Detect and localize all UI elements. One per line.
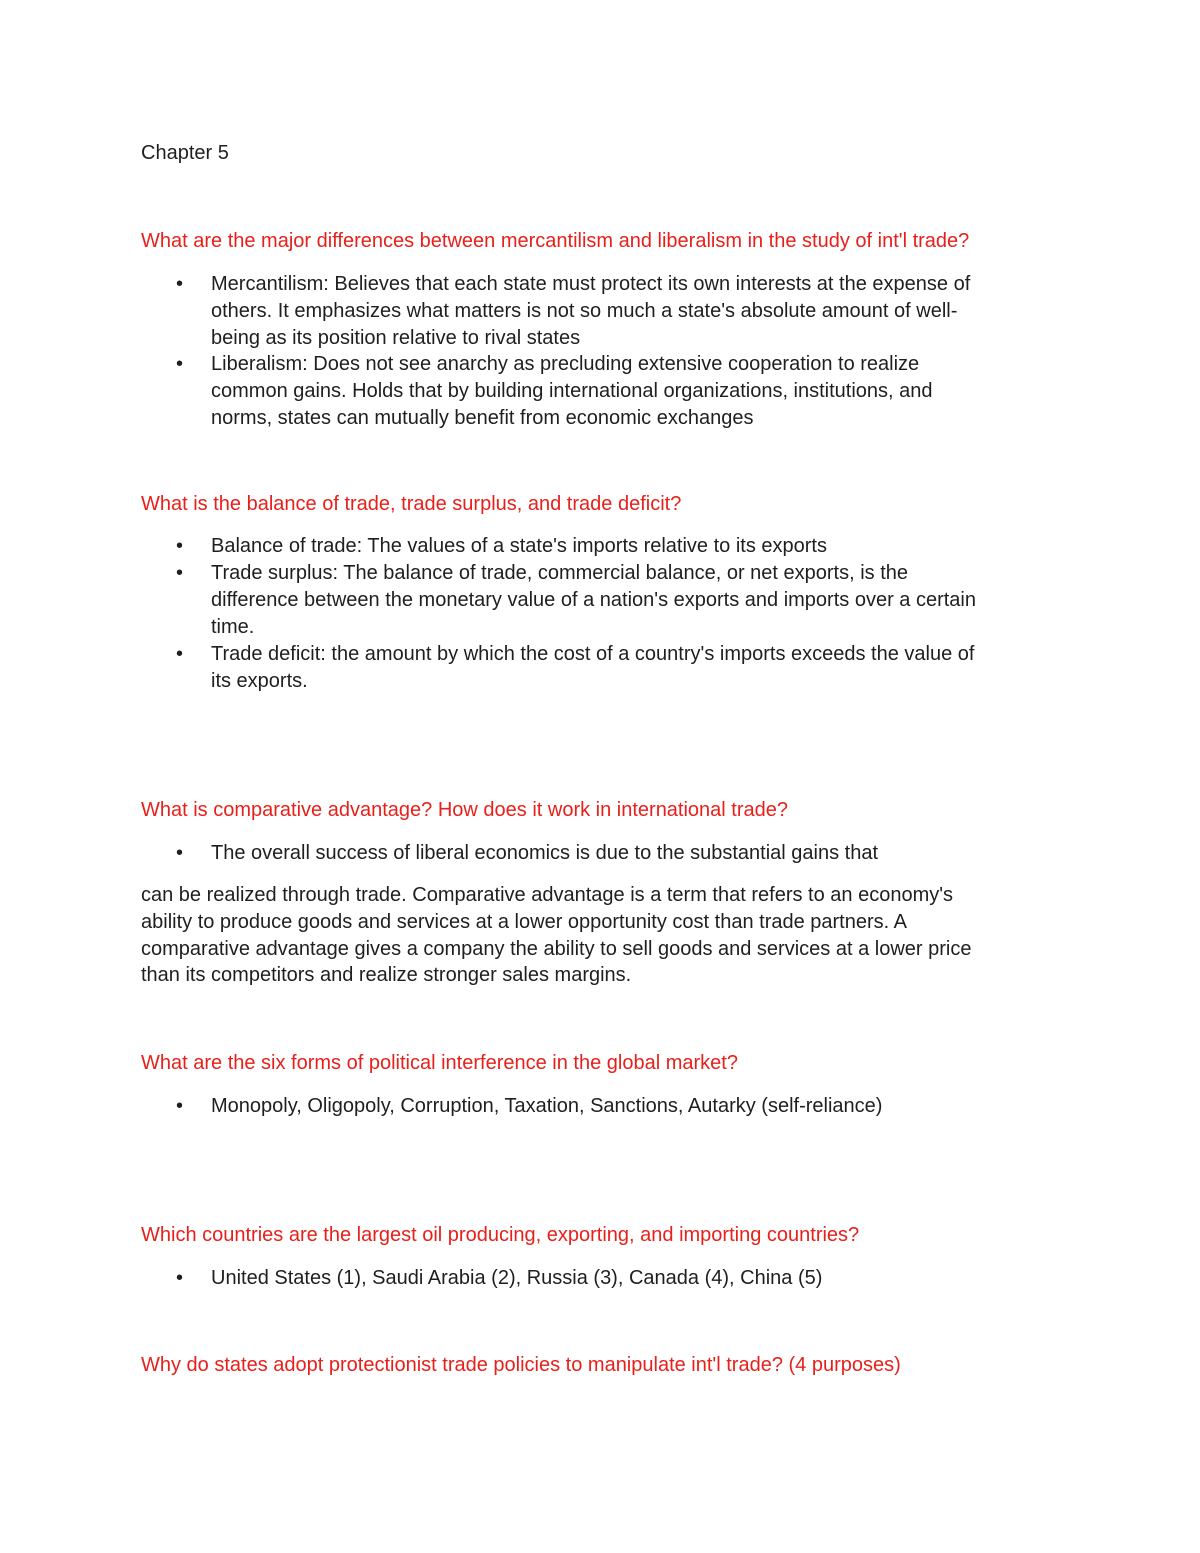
question-heading: What are the six forms of political interference in the global market? [141,1052,738,1074]
bullet-icon: • [176,1267,184,1289]
bullet-icon: • [176,535,184,557]
bullet-text: Trade deficit: the amount by which the cost of a country's imports exceeds the value of its exports. [211,643,975,692]
bullet-text: Liberalism: Does not see anarchy as precluding extensive cooperation to realize common gains. Holds that by building international organizations, institutions, and norms, states can mutually benefit from economic exchanges [211,353,933,429]
question-heading: What is the balance of trade, trade surplus, and trade deficit? [141,493,682,515]
bullet-text: United States (1), Saudi Arabia (2), Russia (3), Canada (4), China (5) [211,1267,823,1289]
bullet-icon: • [176,562,184,584]
question-heading: What are the major differences between mercantilism and liberalism in the study of int'l trade? [141,230,970,252]
bullet-icon: • [176,842,184,864]
question-heading: Which countries are the largest oil producing, exporting, and importing countries? [141,1224,860,1246]
bullet-text: Monopoly, Oligopoly, Corruption, Taxation, Sanctions, Autarky (self-reliance) [211,1095,883,1117]
bullet-icon: • [176,353,184,375]
bullet-icon: • [176,1095,184,1117]
question-heading: Why do states adopt protectionist trade policies to manipulate int'l trade? (4 purposes) [141,1354,901,1376]
question-heading: What is comparative advantage? How does it work in international trade? [141,799,789,821]
body-paragraph: can be realized through trade. Comparative advantage is a term that refers to an economy's ability to produce goods and services at a lower opportunity cost than trade partners. A comparative advantage gives a company the ability to sell goods and services at a lower price than its competitors and realize stronger sales margins. [141,884,972,987]
bullet-text: The overall success of liberal economics is due to the substantial gains that [211,842,879,864]
bullet-icon: • [176,273,184,295]
bullet-text: Balance of trade: The values of a state's imports relative to its exports [211,535,827,557]
page-title: Chapter 5 [141,142,229,164]
bullet-text: Mercantilism: Believes that each state must protect its own interests at the expense of others. It emphasizes what matters is not so much a state's absolute amount of well- being as its position relative to rival states [211,273,971,349]
bullet-text: Trade surplus: The balance of trade, commercial balance, or net exports, is the difference between the monetary value of a nation's exports and imports over a certain time. [211,562,976,638]
bullet-icon: • [176,643,184,665]
